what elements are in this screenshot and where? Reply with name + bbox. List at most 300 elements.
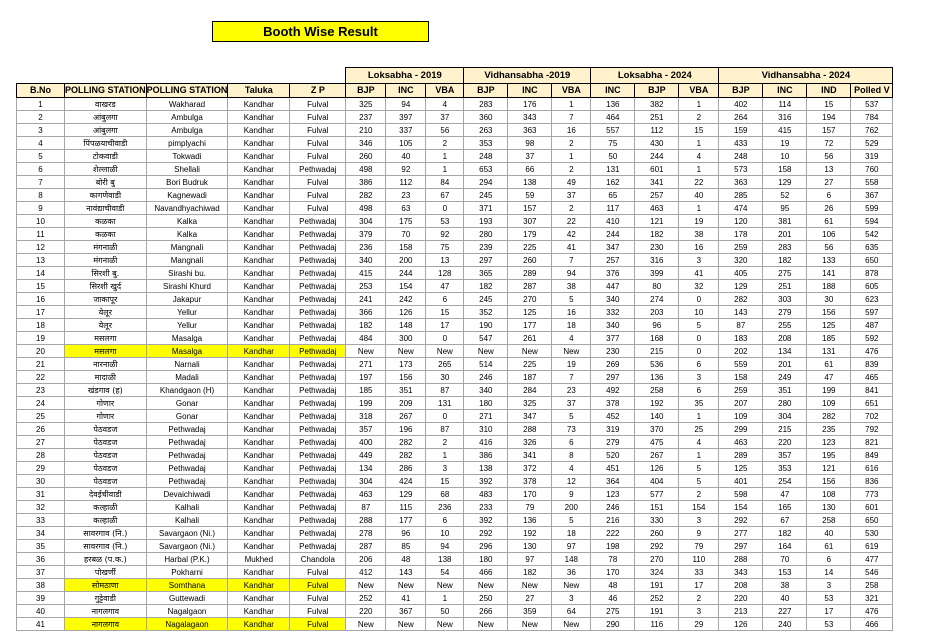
- table-cell: 5: [552, 410, 591, 423]
- table-cell: 61: [807, 215, 851, 228]
- table-cell: 0: [426, 202, 464, 215]
- table-cell: Pethwadaj: [290, 228, 346, 241]
- table-cell: 153: [763, 566, 807, 579]
- table-cell: 353: [464, 137, 508, 150]
- table-cell: 463: [719, 436, 763, 449]
- table-cell: 241: [346, 293, 386, 306]
- table-cell: 183: [719, 332, 763, 345]
- table-cell: 94: [426, 540, 464, 553]
- table-cell: 18: [17, 319, 65, 332]
- table-cell: Somthana: [146, 579, 228, 592]
- table-cell: 197: [346, 371, 386, 384]
- table-cell: 246: [464, 371, 508, 384]
- table-cell: 41: [679, 267, 719, 280]
- table-cell: Kandhar: [228, 540, 290, 553]
- table-cell: 12: [17, 241, 65, 254]
- table-cell: 288: [508, 423, 552, 436]
- table-cell: Kandhar: [228, 358, 290, 371]
- table-cell: Ambulga: [146, 111, 228, 124]
- table-cell: 405: [719, 267, 763, 280]
- table-cell: 260: [508, 254, 552, 267]
- table-cell: 79: [508, 501, 552, 514]
- table-cell: 75: [426, 241, 464, 254]
- table-cell: Pethwadaj: [290, 423, 346, 436]
- group-header: Loksabha - 2019: [346, 68, 464, 84]
- table-cell: 4: [679, 150, 719, 163]
- column-header: Z P: [290, 84, 346, 98]
- table-cell: 9: [17, 202, 65, 215]
- table-cell: 33: [679, 566, 719, 579]
- table-cell: 203: [635, 306, 679, 319]
- table-cell: 65: [591, 189, 635, 202]
- table-cell: 839: [851, 358, 893, 371]
- table-cell: Kandhar: [228, 228, 290, 241]
- table-cell: 182: [464, 280, 508, 293]
- table-cell: 279: [763, 306, 807, 319]
- table-cell: 416: [464, 436, 508, 449]
- table-cell: 303: [763, 293, 807, 306]
- table-cell: पोखर्णी: [65, 566, 147, 579]
- table-cell: 18: [552, 319, 591, 332]
- table-cell: 282: [807, 410, 851, 423]
- table-cell: 123: [807, 436, 851, 449]
- table-cell: 12: [552, 475, 591, 488]
- table-cell: 376: [591, 267, 635, 280]
- column-header: BJP: [464, 84, 508, 98]
- table-cell: Pethwadaj: [290, 293, 346, 306]
- table-cell: 357: [763, 449, 807, 462]
- table-cell: खंडगाव (ह): [65, 384, 147, 397]
- table-cell: 282: [386, 436, 426, 449]
- table-cell: 466: [464, 566, 508, 579]
- table-cell: Masalga: [146, 345, 228, 358]
- table-cell: 37: [552, 397, 591, 410]
- table-row: [17, 410, 893, 423]
- column-header: IND: [807, 84, 851, 98]
- table-cell: 6: [679, 358, 719, 371]
- table-row: [17, 605, 893, 618]
- table-cell: 13: [807, 163, 851, 176]
- table-cell: 208: [763, 332, 807, 345]
- table-cell: Pethwadaj: [290, 280, 346, 293]
- table-cell: 760: [851, 163, 893, 176]
- table-cell: 235: [807, 423, 851, 436]
- table-cell: 63: [386, 202, 426, 215]
- table-cell: 299: [719, 423, 763, 436]
- table-cell: 330: [635, 514, 679, 527]
- table-cell: 2: [552, 137, 591, 150]
- table-cell: 266: [464, 605, 508, 618]
- column-header: Taluka: [228, 84, 290, 98]
- table-cell: Fulval: [290, 566, 346, 579]
- table-cell: 233: [464, 501, 508, 514]
- table-cell: 325: [508, 397, 552, 410]
- table-row: [17, 579, 893, 592]
- table-row: [17, 319, 893, 332]
- table-cell: 10: [679, 306, 719, 319]
- table-cell: 37: [426, 111, 464, 124]
- table-cell: 129: [386, 488, 426, 501]
- table-cell: Kandhar: [228, 189, 290, 202]
- table-cell: 16: [552, 306, 591, 319]
- table-row: [17, 137, 893, 150]
- table-cell: 3: [679, 514, 719, 527]
- table-cell: 125: [807, 319, 851, 332]
- table-cell: 841: [851, 384, 893, 397]
- table-cell: देवईचीवाडी: [65, 488, 147, 501]
- table-cell: 784: [851, 111, 893, 124]
- table-cell: Mukhed: [228, 553, 290, 566]
- table-cell: 173: [386, 358, 426, 371]
- table-cell: 365: [464, 267, 508, 280]
- table-cell: 762: [851, 124, 893, 137]
- table-cell: 112: [386, 176, 426, 189]
- table-cell: 15: [679, 124, 719, 137]
- table-cell: 558: [851, 176, 893, 189]
- table-cell: 27: [807, 176, 851, 189]
- table-cell: 179: [508, 228, 552, 241]
- table-cell: 340: [591, 293, 635, 306]
- table-cell: 2: [552, 163, 591, 176]
- table-cell: 447: [591, 280, 635, 293]
- table-cell: 343: [719, 566, 763, 579]
- table-cell: Kandhar: [228, 137, 290, 150]
- table-cell: 252: [635, 592, 679, 605]
- table-cell: 72: [807, 137, 851, 150]
- table-cell: 316: [763, 111, 807, 124]
- table-cell: 536: [635, 358, 679, 371]
- table-cell: Kandhar: [228, 202, 290, 215]
- table-cell: 194: [807, 111, 851, 124]
- table-row: [17, 241, 893, 254]
- table-row: [17, 553, 893, 566]
- table-row: [17, 332, 893, 345]
- table-cell: 213: [719, 605, 763, 618]
- table-cell: 599: [851, 202, 893, 215]
- column-header: B.No: [17, 84, 65, 98]
- table-cell: 492: [591, 384, 635, 397]
- table-cell: 296: [464, 540, 508, 553]
- table-cell: 542: [851, 228, 893, 241]
- table-cell: 279: [591, 436, 635, 449]
- table-cell: 56: [807, 150, 851, 163]
- table-cell: 75: [591, 137, 635, 150]
- table-cell: 605: [851, 280, 893, 293]
- table-row: [17, 358, 893, 371]
- table-cell: 3: [807, 579, 851, 592]
- table-cell: 206: [346, 553, 386, 566]
- table-cell: 182: [763, 527, 807, 540]
- table-cell: पिंपळयाचीवाडी: [65, 137, 147, 150]
- table-cell: 140: [635, 410, 679, 423]
- table-cell: 5: [552, 514, 591, 527]
- table-cell: 347: [591, 241, 635, 254]
- table-cell: 27: [17, 436, 65, 449]
- table-cell: जाकापूर: [65, 293, 147, 306]
- table-cell: 430: [635, 137, 679, 150]
- table-cell: 230: [591, 345, 635, 358]
- table-cell: New: [464, 345, 508, 358]
- table-cell: 176: [508, 98, 552, 111]
- table-cell: 129: [719, 280, 763, 293]
- table-cell: 79: [679, 540, 719, 553]
- table-cell: 5: [679, 319, 719, 332]
- table-cell: 187: [508, 371, 552, 384]
- table-cell: 37: [552, 189, 591, 202]
- table-cell: New: [552, 618, 591, 631]
- table-cell: 5: [552, 293, 591, 306]
- table-cell: Gonar: [146, 397, 228, 410]
- table-cell: 120: [719, 215, 763, 228]
- table-cell: 17: [679, 579, 719, 592]
- table-cell: Ambulga: [146, 124, 228, 137]
- table-cell: 275: [591, 605, 635, 618]
- table-cell: 227: [763, 605, 807, 618]
- table-cell: 22: [552, 215, 591, 228]
- table-cell: Pokharni: [146, 566, 228, 579]
- table-cell: 133: [807, 254, 851, 267]
- table-cell: 24: [17, 397, 65, 410]
- table-cell: 27: [508, 592, 552, 605]
- table-cell: मंगनाळी: [65, 254, 147, 267]
- table-cell: 123: [591, 488, 635, 501]
- table-cell: 1: [679, 137, 719, 150]
- table-cell: 200: [386, 254, 426, 267]
- table-cell: 498: [346, 163, 386, 176]
- table-cell: 196: [386, 423, 426, 436]
- table-cell: 22: [679, 176, 719, 189]
- table-cell: 651: [851, 397, 893, 410]
- table-cell: 165: [763, 501, 807, 514]
- table-cell: 3: [679, 371, 719, 384]
- table-cell: 292: [464, 527, 508, 540]
- table-cell: 185: [807, 332, 851, 345]
- table-cell: 23: [552, 384, 591, 397]
- table-cell: 465: [851, 371, 893, 384]
- table-cell: 1: [426, 449, 464, 462]
- table-cell: New: [386, 618, 426, 631]
- table-cell: 7: [552, 111, 591, 124]
- table-cell: 156: [386, 371, 426, 384]
- table-cell: 601: [851, 501, 893, 514]
- table-cell: 271: [346, 358, 386, 371]
- table-cell: 210: [346, 124, 386, 137]
- table-cell: Pethwadaj: [290, 163, 346, 176]
- table-cell: 37: [508, 150, 552, 163]
- table-cell: 15: [426, 306, 464, 319]
- table-cell: 78: [591, 553, 635, 566]
- table-cell: 292: [635, 540, 679, 553]
- table-cell: 476: [851, 605, 893, 618]
- table-cell: 32: [17, 501, 65, 514]
- table-cell: 340: [591, 319, 635, 332]
- table-cell: 10: [763, 150, 807, 163]
- table-cell: Kalka: [146, 228, 228, 241]
- table-cell: 35: [17, 540, 65, 553]
- table-cell: 364: [591, 475, 635, 488]
- table-cell: 0: [426, 332, 464, 345]
- table-cell: 97: [552, 540, 591, 553]
- table-cell: 3: [679, 254, 719, 267]
- table-cell: Devaichiwadi: [146, 488, 228, 501]
- table-cell: Harbal (P.K.): [146, 553, 228, 566]
- table-row: [17, 423, 893, 436]
- table-cell: Pethwadaj: [290, 384, 346, 397]
- table-cell: 15: [17, 280, 65, 293]
- table-cell: 325: [346, 98, 386, 111]
- column-header: VBA: [552, 84, 591, 98]
- table-cell: 2: [679, 592, 719, 605]
- table-cell: 297: [591, 371, 635, 384]
- table-cell: 96: [386, 527, 426, 540]
- table-cell: 258: [851, 579, 893, 592]
- table-row: [17, 163, 893, 176]
- table-row: [17, 176, 893, 189]
- table-cell: 251: [763, 280, 807, 293]
- table-cell: Pethwadaj: [290, 241, 346, 254]
- table-cell: पेठवडज: [65, 475, 147, 488]
- table-cell: Pethwadaj: [290, 254, 346, 267]
- table-cell: 284: [508, 384, 552, 397]
- table-cell: 451: [591, 462, 635, 475]
- table-row: [17, 501, 893, 514]
- table-cell: 131: [591, 163, 635, 176]
- table-cell: येलूर: [65, 306, 147, 319]
- table-cell: 341: [508, 449, 552, 462]
- table-cell: मसलगा: [65, 345, 147, 358]
- table-cell: 23: [386, 189, 426, 202]
- table-cell: 237: [346, 111, 386, 124]
- table-cell: 267: [386, 410, 426, 423]
- table-cell: 4: [679, 436, 719, 449]
- table-cell: 53: [426, 215, 464, 228]
- column-header: BJP: [635, 84, 679, 98]
- table-cell: 849: [851, 449, 893, 462]
- table-cell: 498: [346, 202, 386, 215]
- table-cell: 367: [851, 189, 893, 202]
- table-cell: 177: [508, 319, 552, 332]
- table-cell: New: [346, 345, 386, 358]
- table-row: [17, 111, 893, 124]
- table-cell: 138: [426, 553, 464, 566]
- table-cell: Kalhali: [146, 514, 228, 527]
- table-cell: 340: [346, 254, 386, 267]
- table-cell: 180: [464, 553, 508, 566]
- table-cell: 244: [386, 267, 426, 280]
- table-cell: 244: [635, 150, 679, 163]
- table-cell: Fulval: [290, 111, 346, 124]
- table-cell: कळका: [65, 228, 147, 241]
- table-row: [17, 514, 893, 527]
- table-cell: Nagalgaon: [146, 605, 228, 618]
- table-cell: 635: [851, 241, 893, 254]
- table-cell: 41: [17, 618, 65, 631]
- table-cell: Kandhar: [228, 462, 290, 475]
- table-cell: टोकवाडी: [65, 150, 147, 163]
- table-cell: 557: [591, 124, 635, 137]
- table-cell: 11: [17, 228, 65, 241]
- column-header: POLLING STATION: [146, 84, 228, 98]
- table-cell: 170: [508, 488, 552, 501]
- table-cell: 38: [17, 579, 65, 592]
- table-cell: सावरगाव (नि.): [65, 527, 147, 540]
- table-cell: 244: [591, 228, 635, 241]
- table-cell: 17: [426, 319, 464, 332]
- table-cell: 216: [591, 514, 635, 527]
- table-cell: 285: [719, 189, 763, 202]
- table-cell: 288: [719, 553, 763, 566]
- table-cell: 84: [426, 176, 464, 189]
- table-cell: Sirashi bu.: [146, 267, 228, 280]
- table-cell: 289: [508, 267, 552, 280]
- table-cell: 623: [851, 293, 893, 306]
- table-cell: 250: [464, 592, 508, 605]
- table-row: [17, 592, 893, 605]
- table-cell: Yellur: [146, 319, 228, 332]
- table-cell: 598: [719, 488, 763, 501]
- table-cell: 477: [851, 553, 893, 566]
- table-row: [17, 566, 893, 579]
- table-cell: 484: [346, 332, 386, 345]
- table-cell: 85: [386, 540, 426, 553]
- table-cell: मादाळी: [65, 371, 147, 384]
- table-cell: Kandhar: [228, 371, 290, 384]
- table-cell: 367: [386, 605, 426, 618]
- table-cell: Kandhar: [228, 163, 290, 176]
- table-cell: 6: [807, 553, 851, 566]
- table-cell: 1: [17, 98, 65, 111]
- table-cell: 108: [807, 488, 851, 501]
- table-cell: Pethwadaj: [290, 475, 346, 488]
- table-cell: 22: [17, 371, 65, 384]
- table-cell: मसलगा: [65, 332, 147, 345]
- table-cell: Kandhar: [228, 150, 290, 163]
- table-cell: 366: [346, 306, 386, 319]
- table-cell: Kandhar: [228, 124, 290, 137]
- table-cell: सिरशी बु.: [65, 267, 147, 280]
- table-cell: 41: [552, 241, 591, 254]
- table-cell: 61: [807, 358, 851, 371]
- table-cell: 125: [719, 462, 763, 475]
- column-header: INC: [508, 84, 552, 98]
- table-cell: 6: [426, 293, 464, 306]
- table-cell: 4: [552, 462, 591, 475]
- table-cell: 177: [386, 514, 426, 527]
- table-cell: 702: [851, 410, 893, 423]
- table-cell: 547: [464, 332, 508, 345]
- table-cell: 158: [386, 241, 426, 254]
- table-cell: 199: [807, 384, 851, 397]
- table-row: [17, 215, 893, 228]
- table-cell: 94: [552, 267, 591, 280]
- table-cell: Pethwadaj: [290, 371, 346, 384]
- table-cell: 38: [763, 579, 807, 592]
- table-cell: 136: [591, 98, 635, 111]
- table-cell: 360: [464, 111, 508, 124]
- table-cell: 248: [719, 150, 763, 163]
- table-cell: Fulval: [290, 124, 346, 137]
- table-cell: वाखरड: [65, 98, 147, 111]
- table-cell: Kagnewadi: [146, 189, 228, 202]
- table-cell: 283: [763, 241, 807, 254]
- table-cell: 48: [386, 553, 426, 566]
- table-cell: 157: [508, 202, 552, 215]
- table-cell: 80: [635, 280, 679, 293]
- table-cell: 5: [17, 150, 65, 163]
- table-row: [17, 397, 893, 410]
- table-cell: 259: [719, 384, 763, 397]
- table-cell: 319: [851, 150, 893, 163]
